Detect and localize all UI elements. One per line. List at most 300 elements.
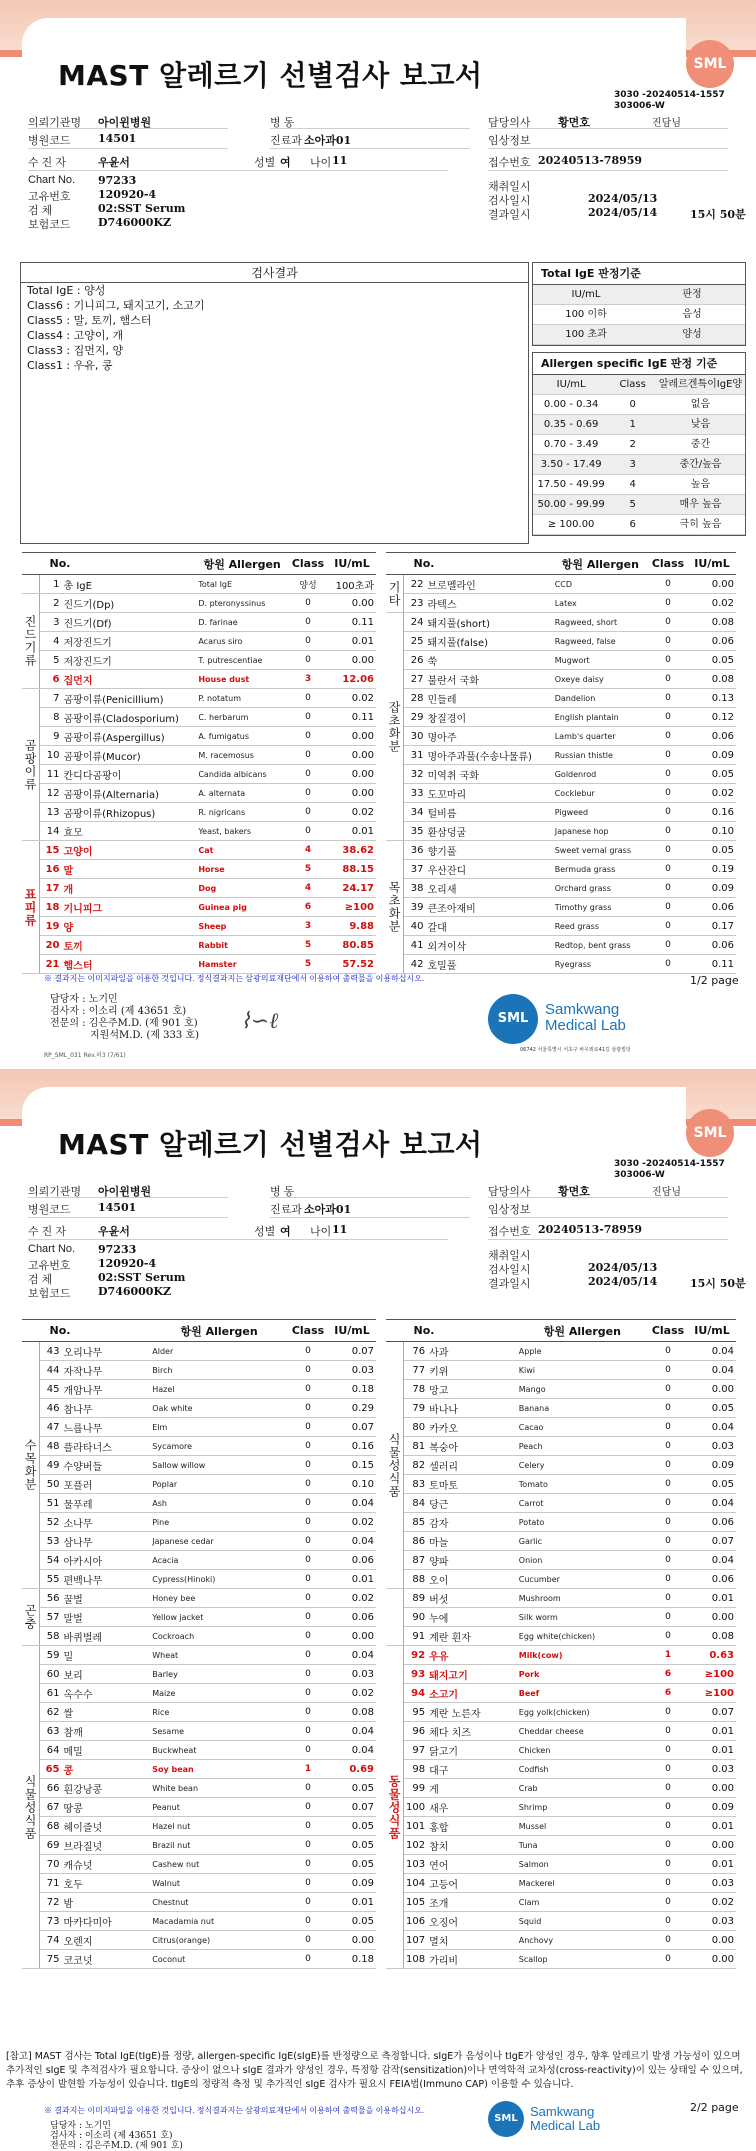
allergen-class: 0	[648, 1741, 688, 1760]
allergen-class: 0	[648, 1627, 688, 1646]
allergen-row	[386, 898, 736, 917]
allergen-row	[386, 575, 736, 594]
allergen-name-ko: 멸치	[427, 1931, 517, 1950]
allergen-name-ko: 새우	[427, 1798, 517, 1817]
allergen-iu: 0.00	[688, 575, 736, 594]
allergen-class: 0	[648, 708, 688, 727]
allergen-iu: 0.07	[328, 1418, 376, 1437]
allergen-no: 72	[40, 1893, 62, 1912]
specific-ige-cell: 1	[629, 419, 636, 430]
col-header-group	[386, 1320, 404, 1342]
allergen-row	[386, 1399, 736, 1418]
allergen-class: 0	[288, 632, 328, 651]
allergen-no: 18	[40, 898, 62, 917]
allergen-name-en: A. alternata	[196, 784, 288, 803]
patient-insurance: D746000KZ	[98, 216, 172, 229]
allergen-no: 86	[404, 1532, 428, 1551]
allergen-row	[386, 1551, 736, 1570]
patient-unique: 120920-4	[98, 1257, 157, 1270]
allergen-name-en: English plantain	[553, 708, 648, 727]
allergen-iu: 80.85	[328, 936, 376, 955]
allergen-no: 64	[40, 1741, 62, 1760]
allergen-row	[22, 1380, 376, 1399]
specific-ige-cell: 6	[629, 519, 636, 530]
allergen-no: 55	[40, 1570, 62, 1589]
allergen-row	[22, 1589, 376, 1608]
allergen-name-ko: 메밀	[62, 1741, 151, 1760]
allergen-name-ko: 곰팡이류(Penicillium)	[62, 689, 197, 708]
allergen-name-en: CCD	[553, 575, 648, 594]
allergen-class: 0	[648, 1760, 688, 1779]
allergen-header-row	[386, 1320, 736, 1342]
allergen-class: 6	[648, 1684, 688, 1703]
patient-code-label: 병원코드	[28, 1204, 71, 1216]
allergen-name-ko: 개암나무	[62, 1380, 151, 1399]
allergen-row	[22, 1779, 376, 1798]
result-summary-line: Class3 : 집먼지, 양	[27, 344, 124, 357]
allergen-name-en: Ragweed, short	[553, 613, 648, 632]
allergen-name-ko: 아카시아	[62, 1551, 151, 1570]
allergen-class: 0	[648, 1722, 688, 1741]
allergen-name-en: Hamster	[196, 955, 288, 974]
allergen-name-en: C. herbarum	[196, 708, 288, 727]
specific-ige-title: Allergen specific IgE 판정 기준	[533, 353, 745, 375]
allergen-name-en: Acarus siro	[196, 632, 288, 651]
allergen-name-ko: 오이	[427, 1570, 517, 1589]
allergen-no: 107	[404, 1931, 428, 1950]
col-header-no: No.	[404, 1320, 517, 1342]
field-underline	[270, 128, 470, 129]
allergen-class: 0	[288, 1418, 328, 1437]
allergen-class: 0	[288, 1741, 328, 1760]
allergen-row-positive	[22, 879, 376, 898]
allergen-name-en: Sweet vernal grass	[553, 841, 648, 860]
allergen-name-en: Cacao	[517, 1418, 648, 1437]
allergen-no: 26	[404, 651, 426, 670]
allergen-name-en: Celery	[517, 1456, 648, 1475]
allergen-iu: 0.02	[328, 1589, 376, 1608]
total-ige-judge: 음성	[682, 309, 702, 320]
allergen-no: 24	[404, 613, 426, 632]
allergen-iu: 0.05	[688, 1475, 736, 1494]
allergen-iu: 0.16	[328, 1437, 376, 1456]
allergen-class: 0	[288, 1893, 328, 1912]
allergen-no: 43	[40, 1342, 62, 1361]
allergen-no: 53	[40, 1532, 62, 1551]
allergen-no: 60	[40, 1665, 62, 1684]
allergen-no: 103	[404, 1855, 428, 1874]
allergen-name-ko: 땅콩	[62, 1798, 151, 1817]
allergen-iu: 0.09	[688, 746, 736, 765]
allergen-iu: 0.02	[688, 1893, 736, 1912]
allergen-class: 0	[288, 1684, 328, 1703]
allergen-name-en: Redtop, bent grass	[553, 936, 648, 955]
allergen-row	[386, 1361, 736, 1380]
allergen-name-ko: 양파	[427, 1551, 517, 1570]
allergen-iu: 0.03	[328, 1665, 376, 1684]
specific-ige-cell: 50.00 - 99.99	[537, 499, 605, 510]
allergen-row	[386, 1855, 736, 1874]
allergen-class: 1	[288, 1760, 328, 1779]
allergen-iu: 0.63	[688, 1646, 736, 1665]
allergen-iu: 0.04	[328, 1494, 376, 1513]
allergen-row	[22, 1741, 376, 1760]
allergen-row-positive	[22, 917, 376, 936]
allergen-row-positive	[22, 670, 376, 689]
allergen-name-en: Guinea pig	[196, 898, 288, 917]
allergen-class: 0	[648, 670, 688, 689]
allergen-row	[22, 1836, 376, 1855]
allergen-row	[22, 1361, 376, 1380]
allergen-group-label: 잡초화분	[386, 613, 404, 841]
allergen-name-ko: 망고	[427, 1380, 517, 1399]
allergen-name-en: Citrus(orange)	[150, 1931, 288, 1950]
allergen-no: 80	[404, 1418, 428, 1437]
col-header-iu: IU/mL	[328, 553, 376, 575]
allergen-name-en: Bermuda grass	[553, 860, 648, 879]
allergen-class: 0	[648, 1494, 688, 1513]
allergen-iu: 0.06	[328, 1551, 376, 1570]
allergen-class: 0	[648, 689, 688, 708]
specific-ige-cell: 높음	[690, 479, 711, 490]
allergen-class: 0	[648, 784, 688, 803]
patient-info	[28, 114, 748, 254]
allergen-no: 1	[40, 575, 62, 594]
allergen-no: 79	[404, 1399, 428, 1418]
allergen-row	[386, 841, 736, 860]
allergen-class: 0	[288, 1589, 328, 1608]
allergen-name-en: Mackerel	[517, 1874, 648, 1893]
allergen-name-ko: 돼지풀(short)	[426, 613, 553, 632]
allergen-name-ko: 곰팡이류(Mucor)	[62, 746, 197, 765]
allergen-class: 0	[648, 651, 688, 670]
patient-dept-label: 진료과	[270, 1204, 302, 1216]
allergen-row	[386, 708, 736, 727]
allergen-no: 6	[40, 670, 62, 689]
revision-code: RP_SML_031 Rev.허3 (7/61)	[44, 1052, 126, 1059]
allergen-name-en: Reed grass	[553, 917, 648, 936]
patient-code: 14501	[98, 1201, 137, 1214]
allergen-no: 13	[40, 803, 62, 822]
allergen-no: 96	[404, 1722, 428, 1741]
allergen-name-en: Goldenrod	[553, 765, 648, 784]
specific-ige-cell: 3	[629, 459, 636, 470]
allergen-name-ko: 기니피그	[62, 898, 197, 917]
allergen-name-ko: 참치	[427, 1836, 517, 1855]
allergen-name-ko: 돼지풀(false)	[426, 632, 553, 651]
allergen-class: 0	[288, 594, 328, 613]
allergen-iu: 0.18	[328, 1380, 376, 1399]
result-summary-line: Class6 : 기니피그, 돼지고기, 소고기	[27, 299, 205, 312]
allergen-iu: ≥100	[328, 898, 376, 917]
col-header-class: Class	[288, 1320, 328, 1342]
allergen-row	[22, 1418, 376, 1437]
allergen-name-ko: 카카오	[427, 1418, 517, 1437]
allergen-iu: 0.01	[688, 1817, 736, 1836]
patient-result-date-label: 결과일시	[488, 1278, 531, 1290]
allergen-name-ko: 라텍스	[426, 594, 553, 613]
allergen-class: 0	[648, 1475, 688, 1494]
disclaimer-note: ※ 결과지는 이미지파일을 이용한 것입니다. 정식결과지는 삼광의료재단에서 이용하여 출력물을 이용하십시오.	[44, 974, 425, 983]
allergen-name-en: Sesame	[150, 1722, 288, 1741]
patient-doctor-label: 담당의사	[488, 1186, 531, 1198]
specific-ige-cell: 매우 높음	[679, 499, 722, 510]
allergen-class: 0	[288, 1798, 328, 1817]
allergen-class: 0	[288, 1912, 328, 1931]
allergen-name-en: Macadamia nut	[150, 1912, 288, 1931]
allergen-no: 40	[404, 917, 426, 936]
patient-receipt-label: 접수번호	[488, 1226, 531, 1238]
allergen-name-en: Acacia	[150, 1551, 288, 1570]
allergen-name-ko: 곰팡이류(Cladosporium)	[62, 708, 197, 727]
patient-name-label: 수 진 자	[28, 157, 66, 169]
allergen-name-en: Coconut	[150, 1950, 288, 1969]
allergen-name-ko: 불란서 국화	[426, 670, 553, 689]
request-id: 3030 -20240514-1557 303006-W	[614, 1159, 725, 1180]
allergen-row	[22, 822, 376, 841]
allergen-name-ko: 가리비	[427, 1950, 517, 1969]
allergen-row	[386, 594, 736, 613]
specific-ige-cell: 극히 높음	[679, 519, 722, 530]
allergen-class: 0	[648, 1798, 688, 1817]
allergen-no: 11	[40, 765, 62, 784]
allergen-name-en: Timothy grass	[553, 898, 648, 917]
sml-logo-icon: SML	[686, 1109, 734, 1157]
patient-chart-label: Chart No.	[28, 1243, 76, 1255]
allergen-class: 0	[288, 708, 328, 727]
allergen-name-en: Hazel nut	[150, 1817, 288, 1836]
allergen-no: 88	[404, 1570, 428, 1589]
allergen-class: 0	[648, 860, 688, 879]
allergen-name-en: Onion	[517, 1551, 648, 1570]
col-header-iu: IU/mL	[688, 1320, 736, 1342]
allergen-no: 30	[404, 727, 426, 746]
allergen-iu: 0.11	[328, 613, 376, 632]
allergen-iu: 0.19	[688, 860, 736, 879]
allergen-class: 0	[288, 1836, 328, 1855]
allergen-name-ko: 토마토	[427, 1475, 517, 1494]
allergen-row	[386, 1342, 736, 1361]
allergen-name-en: Brazil nut	[150, 1836, 288, 1855]
allergen-no: 16	[40, 860, 62, 879]
allergen-class: 0	[288, 689, 328, 708]
allergen-name-ko: 참나무	[62, 1399, 151, 1418]
specific-ige-cell: 0.35 - 0.69	[543, 419, 599, 430]
allergen-class: 0	[648, 955, 688, 974]
allergen-name-ko: 곰팡이류(Rhizopus)	[62, 803, 197, 822]
allergen-class: 0	[648, 1703, 688, 1722]
allergen-name-ko: 밤	[62, 1893, 151, 1912]
total-ige-range: 100 초과	[565, 329, 607, 340]
report-page-1	[0, 0, 756, 1069]
patient-signed: 진담님	[652, 1187, 681, 1198]
sml-mark-icon: SML	[488, 994, 538, 1044]
allergen-name-ko: 당근	[427, 1494, 517, 1513]
allergen-name-ko: 코코넛	[62, 1950, 151, 1969]
allergen-class: 0	[288, 765, 328, 784]
allergen-name-en: Garlic	[517, 1532, 648, 1551]
allergen-name-ko: 포플러	[62, 1475, 151, 1494]
allergen-row	[386, 1437, 736, 1456]
specific-ige-row	[533, 395, 745, 415]
allergen-class: 0	[288, 1665, 328, 1684]
allergen-row-positive	[22, 1760, 376, 1779]
allergen-row	[22, 708, 376, 727]
allergen-iu: 0.00	[688, 1608, 736, 1627]
allergen-name-ko: 옥수수	[62, 1684, 151, 1703]
allergen-row	[386, 727, 736, 746]
allergen-row	[386, 670, 736, 689]
allergen-no: 98	[404, 1760, 428, 1779]
allergen-class: 0	[648, 1399, 688, 1418]
allergen-name-en: Kiwi	[517, 1361, 648, 1380]
allergen-name-en: Cocklebur	[553, 784, 648, 803]
specific-ige-col: 알레르겐특이IgE양	[658, 379, 743, 390]
allergen-iu: 0.02	[328, 803, 376, 822]
allergen-name-ko: 마늘	[427, 1532, 517, 1551]
allergen-no: 37	[404, 860, 426, 879]
allergen-iu: 0.00	[688, 1779, 736, 1798]
allergen-name-en: Rabbit	[196, 936, 288, 955]
allergen-no: 27	[404, 670, 426, 689]
total-ige-criteria	[532, 262, 746, 346]
col-header-no: No.	[40, 1320, 151, 1342]
allergen-no: 14	[40, 822, 62, 841]
allergen-class: 0	[648, 1608, 688, 1627]
allergen-name-ko: 브로멜라인	[426, 575, 553, 594]
allergen-no: 57	[40, 1608, 62, 1627]
allergen-class: 0	[648, 1513, 688, 1532]
allergen-name-en: Dog	[196, 879, 288, 898]
allergen-name-ko: 수양버들	[62, 1456, 151, 1475]
patient-test-date-label: 검사일시	[488, 1264, 531, 1276]
allergen-row	[22, 1475, 376, 1494]
allergen-name-en: House dust	[196, 670, 288, 689]
allergen-class: 0	[288, 1437, 328, 1456]
patient-signed: 진담님	[652, 118, 681, 129]
specific-ige-row	[533, 415, 745, 435]
patient-result-time: 15시 50분	[690, 208, 746, 221]
patient-age-label: 나이	[310, 157, 332, 169]
allergen-class: 0	[648, 746, 688, 765]
patient-clinical-label: 임상정보	[488, 135, 531, 147]
allergen-name-ko: 말벌	[62, 1608, 151, 1627]
field-underline	[28, 128, 228, 129]
allergen-iu: 0.00	[688, 1380, 736, 1399]
allergen-name-en: Dandelion	[553, 689, 648, 708]
allergen-row	[22, 1855, 376, 1874]
allergen-iu: 0.06	[688, 632, 736, 651]
specific-ige-criteria	[532, 352, 746, 536]
allergen-row	[22, 632, 376, 651]
patient-name-label: 수 진 자	[28, 1226, 66, 1238]
specific-ige-cell: 4	[629, 479, 636, 490]
allergen-name-ko: 우산잔디	[426, 860, 553, 879]
allergen-iu: 0.04	[688, 1361, 736, 1380]
allergen-iu: 0.05	[328, 1779, 376, 1798]
allergen-name-en: Chicken	[517, 1741, 648, 1760]
field-underline	[270, 1197, 470, 1198]
allergen-row	[22, 1437, 376, 1456]
allergen-row	[22, 1456, 376, 1475]
allergen-iu: 0.01	[688, 1722, 736, 1741]
allergen-name-en: M. racemosus	[196, 746, 288, 765]
allergen-class: 0	[288, 1570, 328, 1589]
allergen-name-en: A. fumigatus	[196, 727, 288, 746]
allergen-class: 0	[648, 1931, 688, 1950]
allergen-name-ko: 햄스터	[62, 955, 197, 974]
allergen-name-en: Tomato	[517, 1475, 648, 1494]
allergen-no: 69	[40, 1836, 62, 1855]
allergen-iu: 100초과	[328, 575, 376, 594]
allergen-name-ko: 호두	[62, 1874, 151, 1893]
allergen-name-ko: 저장진드기	[62, 651, 197, 670]
allergen-name-en: Cashew nut	[150, 1855, 288, 1874]
allergen-group-label: 수목화분	[22, 1342, 40, 1589]
allergen-iu: 0.15	[328, 1456, 376, 1475]
allergen-name-ko: 향기풀	[426, 841, 553, 860]
allergen-no: 54	[40, 1551, 62, 1570]
patient-institution: 아이윈병원	[98, 116, 152, 129]
allergen-row	[22, 746, 376, 765]
allergen-class: 0	[648, 1589, 688, 1608]
allergen-no: 100	[404, 1798, 428, 1817]
allergen-name-en: Japanese cedar	[150, 1532, 288, 1551]
allergen-name-ko: 삼나무	[62, 1532, 151, 1551]
allergen-name-ko: 효모	[62, 822, 197, 841]
allergen-name-ko: 개	[62, 879, 197, 898]
allergen-iu: 0.13	[688, 689, 736, 708]
request-id: 3030 -20240514-1557 303006-W	[614, 90, 725, 111]
patient-name: 우윤서	[98, 156, 130, 169]
col-header-allergen: 항원 Allergen	[150, 1320, 288, 1342]
allergen-iu: 0.06	[688, 898, 736, 917]
allergen-iu: 57.52	[328, 955, 376, 974]
allergen-class: 0	[288, 1494, 328, 1513]
allergen-name-en: White bean	[150, 1779, 288, 1798]
allergen-name-ko: 물푸레	[62, 1494, 151, 1513]
allergen-iu: 0.04	[328, 1722, 376, 1741]
allergen-row	[22, 1817, 376, 1836]
patient-result-date: 2024/05/14	[588, 206, 658, 219]
allergen-row	[22, 651, 376, 670]
allergen-name-ko: 저장진드기	[62, 632, 197, 651]
allergen-class: 0	[288, 803, 328, 822]
allergen-name-ko: 게	[427, 1779, 517, 1798]
allergen-name-en: Yeast, bakers	[196, 822, 288, 841]
allergen-name-ko: 사과	[427, 1342, 517, 1361]
allergen-no: 47	[40, 1418, 62, 1437]
allergen-name-en: Alder	[150, 1342, 288, 1361]
page-number: 1/2 page	[690, 974, 739, 987]
allergen-name-en: Codfish	[517, 1760, 648, 1779]
field-underline	[488, 1217, 728, 1218]
specific-ige-cell: 17.50 - 49.99	[537, 479, 605, 490]
allergen-name-en: Banana	[517, 1399, 648, 1418]
allergen-no: 75	[40, 1950, 62, 1969]
allergen-name-en: Soy bean	[150, 1760, 288, 1779]
allergen-table-left	[22, 1319, 376, 1969]
allergen-row	[22, 1874, 376, 1893]
patient-age: 11	[332, 154, 348, 167]
total-ige-judge: 양성	[682, 329, 702, 340]
allergen-iu: 0.04	[688, 1418, 736, 1437]
patient-result-date-label: 결과일시	[488, 209, 531, 221]
allergen-name-ko: 체다 치즈	[427, 1722, 517, 1741]
page-number: 2/2 page	[690, 2101, 739, 2114]
allergen-no: 48	[40, 1437, 62, 1456]
allergen-name-en: Peanut	[150, 1798, 288, 1817]
